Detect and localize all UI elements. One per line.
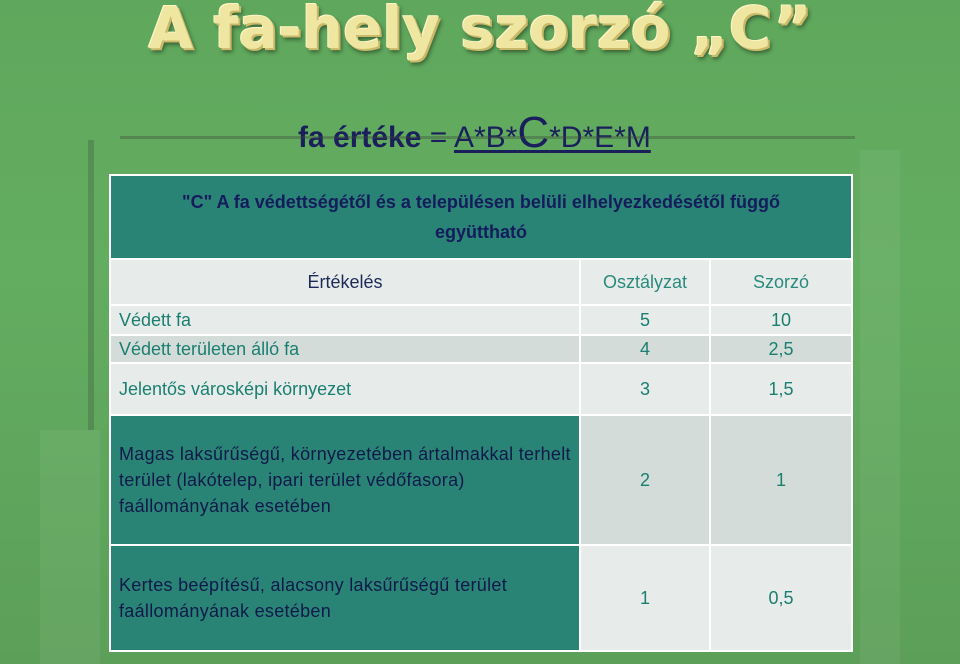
- table-row: [110, 305, 852, 335]
- formula-label: fa értéke: [298, 121, 422, 154]
- column-header-grade: Osztályzat: [580, 259, 710, 305]
- row-multiplier: 1,5: [710, 363, 852, 415]
- table-row: [110, 545, 852, 651]
- row-label: Jelentős városképi környezet: [110, 363, 580, 415]
- formula-highlight: C: [517, 108, 550, 157]
- formula-pre: A*B*: [453, 121, 518, 154]
- row-label: Védett területen álló fa: [110, 335, 580, 363]
- row-multiplier: 10: [710, 305, 852, 335]
- row-label: Védett fa: [110, 305, 580, 335]
- row-grade: 5: [580, 305, 710, 335]
- table-header-row: [110, 175, 852, 259]
- multiplier-table: [109, 174, 853, 652]
- row-grade: 1: [580, 545, 710, 651]
- formula-post: *D*E*M: [549, 121, 651, 154]
- row-label: Kertes beépítésű, alacsony laksűrűségű terület faállományának esetében: [110, 545, 580, 651]
- slide-title: A fa-hely szorzó „C”: [148, 0, 812, 62]
- table-header: "C" A fa védettségétől és a településen belüli elhelyezkedésétől függő együttható: [110, 175, 852, 259]
- column-header-multiplier: Szorzó: [710, 259, 852, 305]
- formula: [298, 108, 651, 158]
- formula-rule: [120, 136, 855, 139]
- formula-equals: =: [421, 121, 454, 154]
- row-grade: 3: [580, 363, 710, 415]
- row-multiplier: 0,5: [710, 545, 852, 651]
- background-stripe: [40, 430, 100, 664]
- table-row: [110, 363, 852, 415]
- decorative-bar: [88, 140, 94, 430]
- row-multiplier: 2,5: [710, 335, 852, 363]
- row-grade: 4: [580, 335, 710, 363]
- table-row: [110, 335, 852, 363]
- background-stripe: [860, 150, 900, 664]
- row-grade: 2: [580, 415, 710, 545]
- table-row: [110, 415, 852, 545]
- column-header-evaluation: Értékelés: [110, 259, 580, 305]
- column-header-row: [110, 259, 852, 305]
- row-label: Magas laksűrűségű, környezetében ártalmakkal terhelt terület (lakótelep, ipari terület védőfasora) faállományának esetében: [110, 415, 580, 545]
- row-multiplier: 1: [710, 415, 852, 545]
